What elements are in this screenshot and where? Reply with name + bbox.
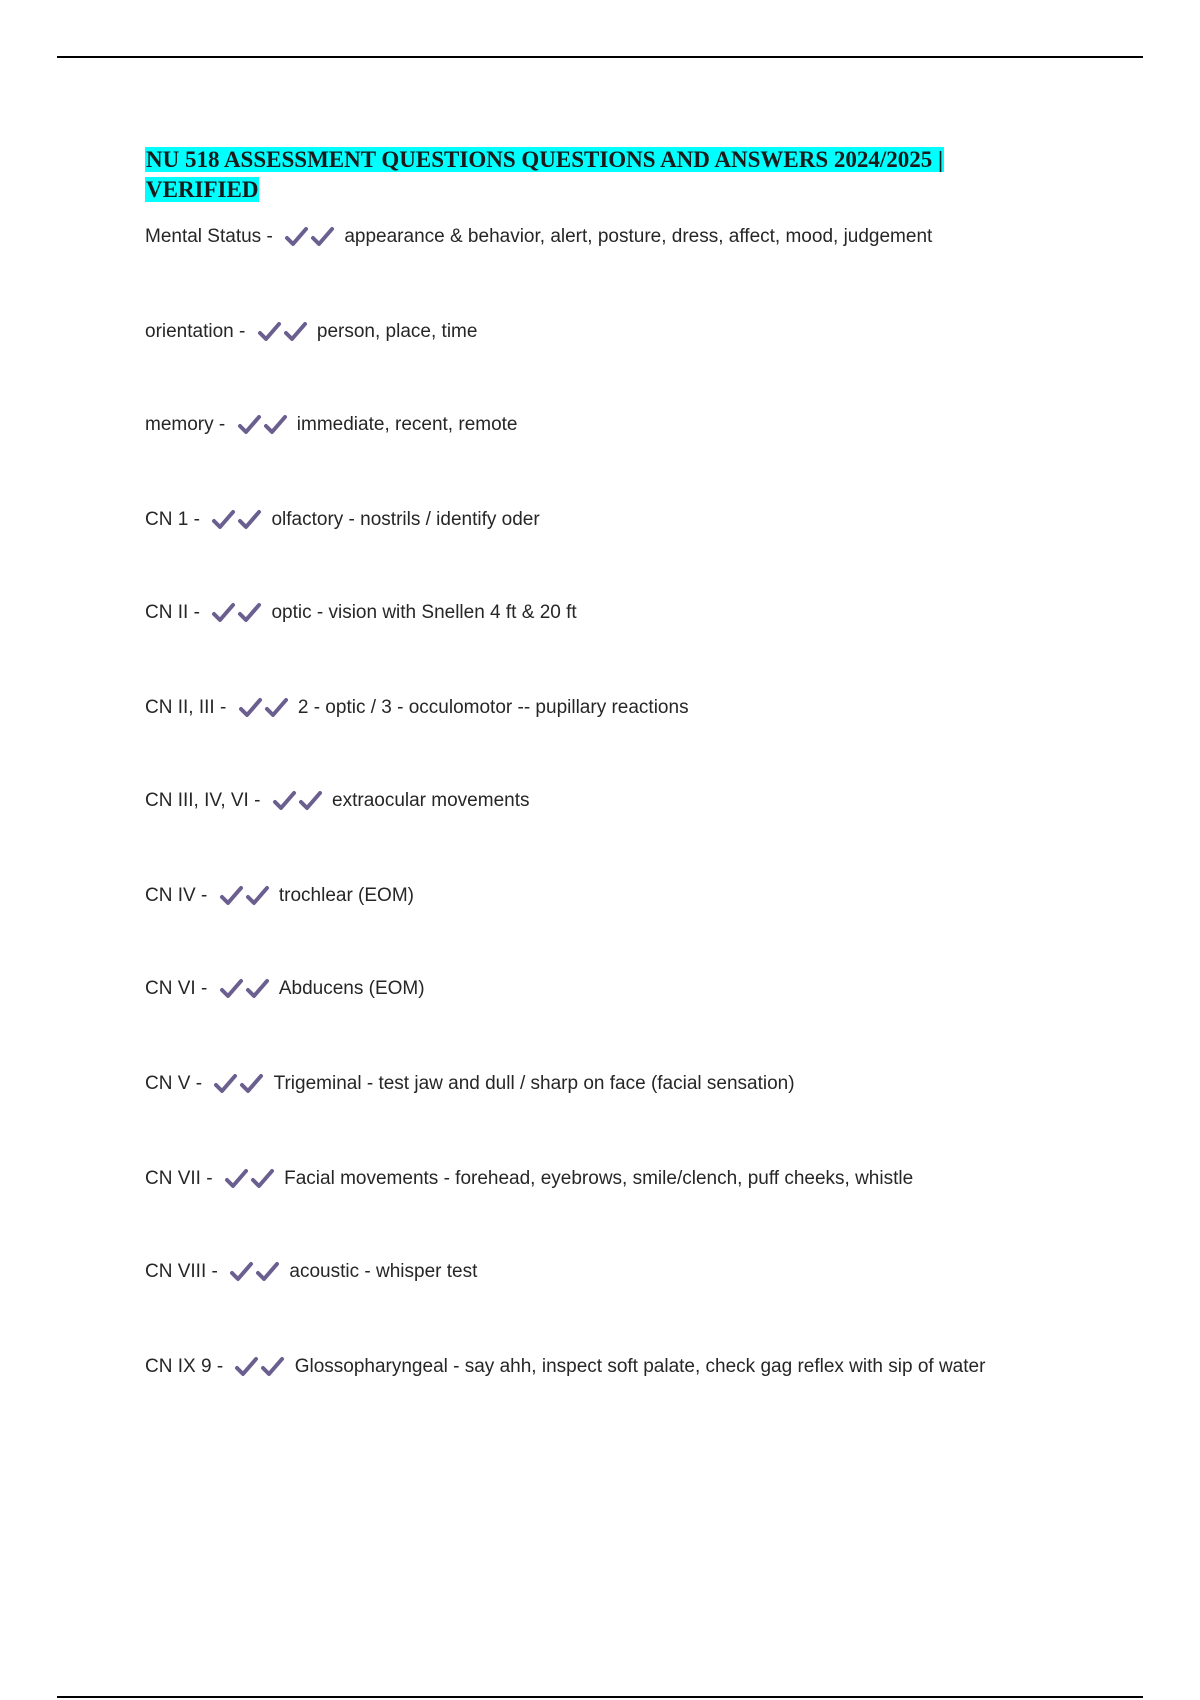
item-answer: optic - vision with Snellen 4 ft & 20 ft [271,602,577,623]
item-answer: Trigeminal - test jaw and dull / sharp on face (facial sensation) [273,1073,795,1094]
item-term: Mental Status [145,226,262,247]
check-icon [255,1261,281,1283]
list-item [145,881,414,911]
list-item [145,1164,913,1194]
check-icon [245,978,271,1000]
check-icon [245,885,271,907]
check-icon [257,321,283,343]
check-icon [284,226,310,248]
check-icon [272,790,298,812]
document-title [145,145,1045,205]
list-item [145,598,577,628]
item-answer: immediate, recent, remote [296,414,518,435]
item-separator: - [206,1168,213,1189]
list-item [145,505,540,535]
double-check-icons [224,1164,276,1194]
check-icon [237,509,263,531]
item-term: CN II [145,602,189,623]
item-separator: - [211,1261,218,1282]
item-separator: - [219,697,227,718]
double-check-icons [272,786,324,816]
document-body [145,145,1045,1377]
check-icon [238,697,264,719]
item-separator: - [266,226,273,247]
item-term: CN III, IV, VI [145,790,249,811]
item-answer: trochlear (EOM) [278,885,414,906]
item-answer: appearance & behavior, alert, posture, dress, affect, mood, judgement [344,226,933,247]
check-icon [211,509,237,531]
check-icon [283,321,309,343]
double-check-icons [213,1069,265,1099]
double-check-icons [237,410,289,440]
item-answer: Facial movements - forehead, eyebrows, smile/clench, puff cheeks, whistle [284,1168,914,1189]
item-term: CN VI [145,978,196,999]
item-separator: - [200,885,208,906]
check-icon [229,1261,255,1283]
list-item [145,1069,795,1099]
list-item [145,410,518,440]
item-term: orientation [145,321,234,342]
double-check-icons [229,1257,281,1287]
double-check-icons [284,222,336,252]
item-term: CN 1 [145,509,189,530]
item-separator: - [200,978,208,999]
check-icon [310,226,336,248]
double-check-icons [219,881,271,911]
item-answer: olfactory - nostrils / identify oder [271,509,540,530]
check-icon [260,1356,286,1378]
list-item [145,1352,985,1382]
double-check-icons [238,693,290,723]
check-icon [237,602,263,624]
check-icon [213,1073,239,1095]
list-item [145,974,425,1004]
title-highlight: NU 518 ASSESSMENT QUESTIONS QUESTIONS AND ANSWERS 2024/2025 | VERIFIED [146,147,944,202]
top-rule [57,56,1143,58]
list-item [145,317,477,347]
check-icon [224,1168,250,1190]
check-icon [219,978,245,1000]
item-separator: - [216,1356,224,1377]
item-term: CN VIII [145,1261,207,1282]
item-term: CN IX 9 [145,1356,212,1377]
item-term: CN VII [145,1168,201,1189]
item-answer: extraocular movements [332,790,530,811]
item-separator: - [254,790,261,811]
bottom-rule [57,1696,1143,1698]
item-separator: - [193,509,200,530]
list-item [145,693,689,723]
check-icon [264,697,290,719]
item-answer: Abducens (EOM) [278,978,425,999]
list-item [145,786,529,816]
double-check-icons [211,598,263,628]
check-icon [237,414,263,436]
item-separator: - [239,321,246,342]
check-icon [250,1168,276,1190]
item-answer: 2 - optic / 3 - occulomotor -- pupillary reactions [297,697,689,718]
double-check-icons [257,317,309,347]
item-term: memory [145,414,214,435]
item-term: CN II, III [145,697,215,718]
check-icon [211,602,237,624]
check-icon [234,1356,260,1378]
check-icon [239,1073,265,1095]
check-icon [263,414,289,436]
item-answer: person, place, time [316,321,478,342]
item-separator: - [218,414,226,435]
item-separator: - [195,1073,203,1094]
list-item [145,222,932,252]
check-icon [298,790,324,812]
double-check-icons [211,505,263,535]
item-answer: acoustic - whisper test [289,1261,478,1282]
item-answer: Glossopharyngeal - say ahh, inspect soft palate, check gag reflex with sip of water [294,1356,986,1377]
item-term: CN V [145,1073,191,1094]
double-check-icons [219,974,271,1004]
item-term: CN IV [145,885,196,906]
item-separator: - [193,602,200,623]
check-icon [219,885,245,907]
list-item [145,1257,477,1287]
double-check-icons [234,1352,286,1382]
